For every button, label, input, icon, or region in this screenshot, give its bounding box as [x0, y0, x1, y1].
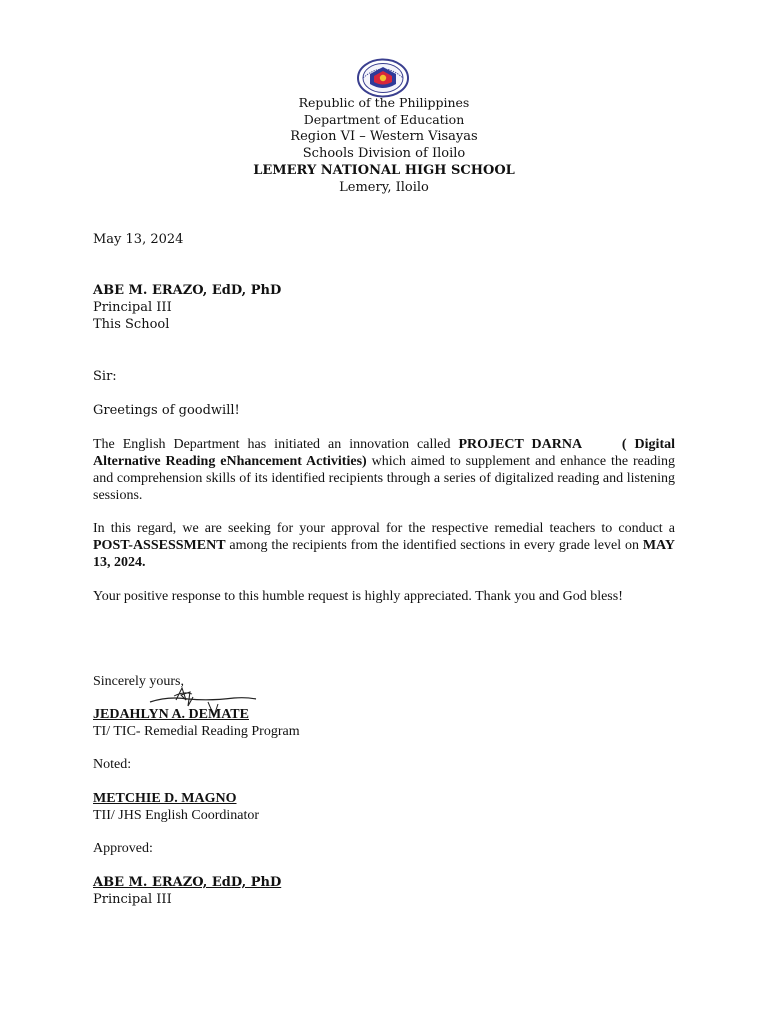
- recipient-office: This School: [93, 317, 170, 332]
- paragraph-1-text-end: which aimed to supplement and enhance the reading and comprehension skills of its identified recipients through a series of digitalized reading and listening sessions.: [93, 454, 675, 503]
- noter-name: METCHIE D. MAGNO: [93, 791, 237, 806]
- deped-seal-icon: [356, 58, 410, 98]
- letterhead-location: Lemery, Iloilo: [339, 180, 429, 195]
- letterhead-region: Region VI – Western Visayas: [290, 129, 478, 144]
- recipient-name: ABE M. ERAZO, EdD, PhD: [93, 283, 282, 298]
- salutation: Sir:: [93, 369, 117, 384]
- project-acronym-expansion: ( Digital Alternative Reading eNhancement Activities): [93, 437, 675, 469]
- paragraph-1-text: The English Department has initiated an innovation called: [93, 437, 459, 452]
- activity-date: MAY 13, 2024.: [93, 538, 675, 570]
- greeting: Greetings of goodwill!: [93, 403, 240, 418]
- paragraph-3: Your positive response to this humble request is highly appreciated. Thank you and God bless!: [93, 589, 623, 604]
- letterhead-school: LEMERY NATIONAL HIGH SCHOOL: [253, 163, 515, 178]
- recipient-position: Principal III: [93, 300, 172, 315]
- sender-title: TI/ TIC- Remedial Reading Program: [93, 724, 300, 739]
- paragraph-2-text-mid: among the recipients from the identified sections in every grade level on: [225, 538, 643, 553]
- letterhead-country: Republic of the Philippines: [298, 95, 470, 110]
- activity-name: POST-ASSESSMENT: [93, 538, 226, 553]
- paragraph-1: [93, 436, 675, 504]
- paragraph-1-gap: [582, 437, 622, 452]
- noter-title: TII/ JHS English Coordinator: [93, 808, 260, 823]
- project-name: PROJECT DARNA: [458, 437, 583, 452]
- letter-date: May 13, 2024: [93, 232, 184, 247]
- letterhead-department: Department of Education: [303, 112, 465, 127]
- letterhead: [0, 94, 768, 196]
- paragraph-2-text: In this regard, we are seeking for your approval for the respective remedial teachers to conduct a: [93, 521, 675, 536]
- approver-name: ABE M. ERAZO, EdD, PhD: [93, 875, 282, 890]
- approver-title: Principal III: [93, 892, 172, 907]
- approved-label: Approved:: [93, 841, 153, 856]
- paragraph-2: [93, 520, 675, 571]
- sender-name: JEDAHLYN A. DEMATE: [93, 707, 249, 722]
- noted-label: Noted:: [93, 757, 132, 772]
- letterhead-division: Schools Division of Iloilo: [302, 146, 466, 161]
- closing: Sincerely yours,: [93, 674, 184, 689]
